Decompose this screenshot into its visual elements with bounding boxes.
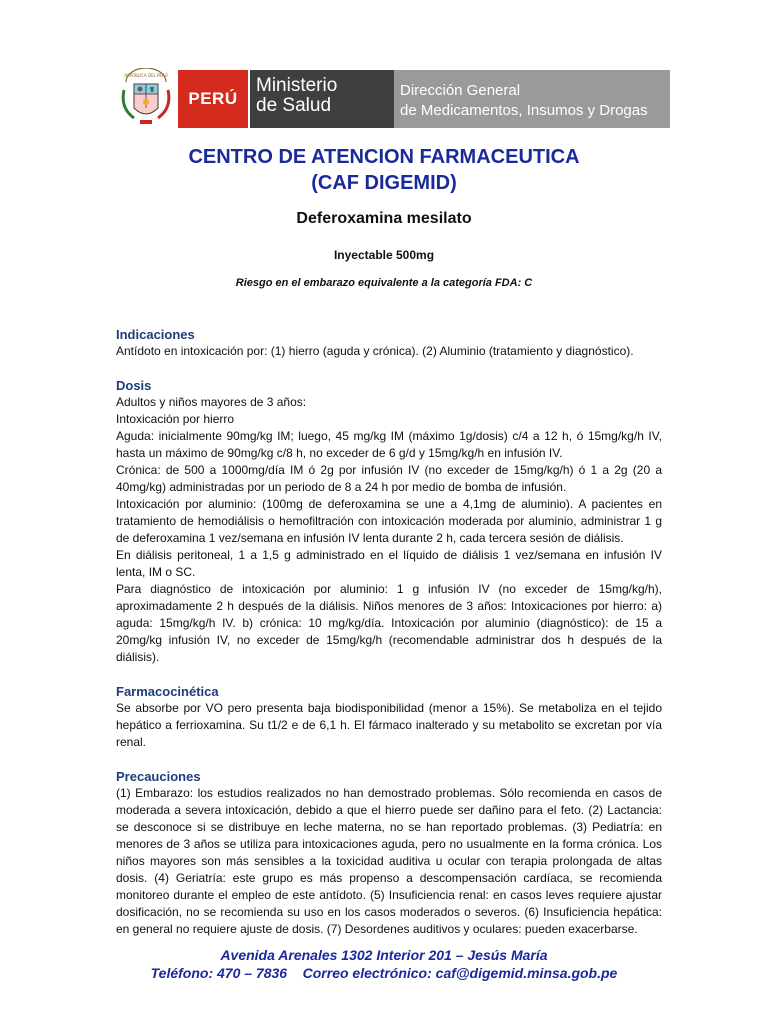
crest-text: REPÚBLICA DEL PERÚ [124, 73, 168, 78]
dosis-paragraph: Crónica: de 500 a 1000mg/día IM ó 2g por infusión IV (no exceder de 15mg/kg/h) ó 1 a 2g (20 a 40mg/kg) administradas por un periodo de 8 a 24 h por medio de bomba de infusión. [116, 463, 662, 494]
footer-address: Avenida Arenales 1302 Interior 201 – Jesús María [220, 947, 548, 963]
section-indicaciones [116, 326, 662, 360]
dosis-paragraph: Aguda: inicialmente 90mg/kg IM; luego, 45 mg/kg IM (máximo 1g/dosis) c/4 a 12 h, ó 15mg/kg/h IV, hasta un máximo de 90mg/kg c/8 h, no exceder de 6 g/d y 15mg/kg/h en infusión IV. [116, 429, 662, 460]
ministry-header [120, 68, 670, 130]
dosis-paragraph: Adultos y niños mayores de 3 años: [116, 395, 307, 409]
ministerio-line2: de Salud [256, 95, 332, 116]
section-text: Antídoto en intoxicación por: (1) hierro (aguda y crónica). (2) Aluminio (tratamiento y diagnóstico). [116, 344, 634, 358]
section-precauciones [116, 768, 662, 938]
direccion-line2: de Medicamentos, Insumos y Drogas [400, 102, 648, 119]
footer-contact: Teléfono: 470 – 7836 Correo electrónico: caf@digemid.minsa.gob.pe [150, 965, 618, 981]
section-heading: Indicaciones [116, 327, 195, 342]
drug-name: Deferoxamina mesilato [296, 210, 472, 227]
page-title-line2: (CAF DIGEMID) [311, 172, 457, 194]
section-text: Se absorbe por VO pero presenta baja biodisponibilidad (menor a 15%). Se metaboliza en el tejido hepático a ferrioxamina. Su t1/2 e de 6,1 h. El fármaco inalterado y su metabolito se excretan por vía renal. [116, 701, 662, 749]
peru-label: PERÚ [178, 70, 248, 128]
section-text: (1) Embarazo: los estudios realizados no han demostrado problemas. Sólo recomienda en casos de moderada a severa intoxicación, debido a que el hierro puede ser dañino para el feto. (2) Lactancia: se desconoce si se distribuye en leche materna, no se han reportado problemas. (3) Pediatría: en menores de 3 años se utiliza para intoxicaciones aguda, pero no usualmente en la forma crónica. Los niños mayores son más sensibles a la toxicidad auditiva u ocular con terapia prolongada de altas dosis. (4) Geriatría: este grupo es más propenso a descompensación cardíaca, se recomienda monitoreo durante el empleo de este antídoto. (5) Insuficiencia renal: en casos leves requiere ajustar dosificación, no se recomienda su uso en los casos moderados o severos. (6) Insuficiencia hepática: en general no requiere ajuste de dosis. (7) Desordenes auditivos y oculares: pueden exacerbarse. [116, 786, 662, 936]
monograph-body [116, 326, 662, 955]
section-heading: Farmacocinética [116, 684, 219, 699]
page-title-line1: CENTRO DE ATENCION FARMACEUTICA [188, 146, 580, 168]
dosis-paragraph: Intoxicación por aluminio: (100mg de deferoxamina se une a 4,1mg de aluminio). A pacientes en tratamiento de hemodiálisis o hemofiltración con intoxicación moderada por aluminio, administrar 1 g de deferoxamina 1 vez/semana en infusión IV lenta durante 2 h, cada tercera sesión de diálisis. [116, 497, 662, 545]
coat-of-arms-icon [120, 68, 172, 130]
ministerio-logo [250, 70, 394, 128]
ministerio-line1: Ministerio [256, 75, 338, 96]
section-heading: Precauciones [116, 769, 201, 784]
drug-presentation: Inyectable 500mg [333, 248, 435, 262]
direccion-general-label [394, 70, 670, 128]
dosis-paragraph: En diálisis peritoneal, 1 a 1,5 g administrado en el líquido de diálisis 1 vez/semana en infusión IV lenta, IM o SC. [116, 548, 662, 579]
pregnancy-risk: Riesgo en el embarazo equivalente a la categoría FDA: C [235, 277, 533, 289]
direccion-line1: Dirección General [400, 82, 521, 99]
dosis-paragraph: Intoxicación por hierro [116, 412, 235, 426]
dosis-paragraph: Para diagnóstico de intoxicación por aluminio: 1 g infusión IV (no exceder de 15mg/kg/h), aproximadamente 2 h después de la diálisis. Niños menores de 3 años: Intoxicaciones por hierro: a) aguda: 15mg/kg/h IV. b) crónica: 10 mg/kg/día. Intoxicación por aluminio (diagnóstico): de 15 a 20mg/kg infusión IV, no exceder de 15mg/kg/h (recomendable administrar dos h después de la diálisis). [116, 582, 662, 664]
section-heading: Dosis [116, 378, 152, 393]
section-farmacocinetica [116, 683, 662, 751]
section-dosis [116, 377, 662, 666]
